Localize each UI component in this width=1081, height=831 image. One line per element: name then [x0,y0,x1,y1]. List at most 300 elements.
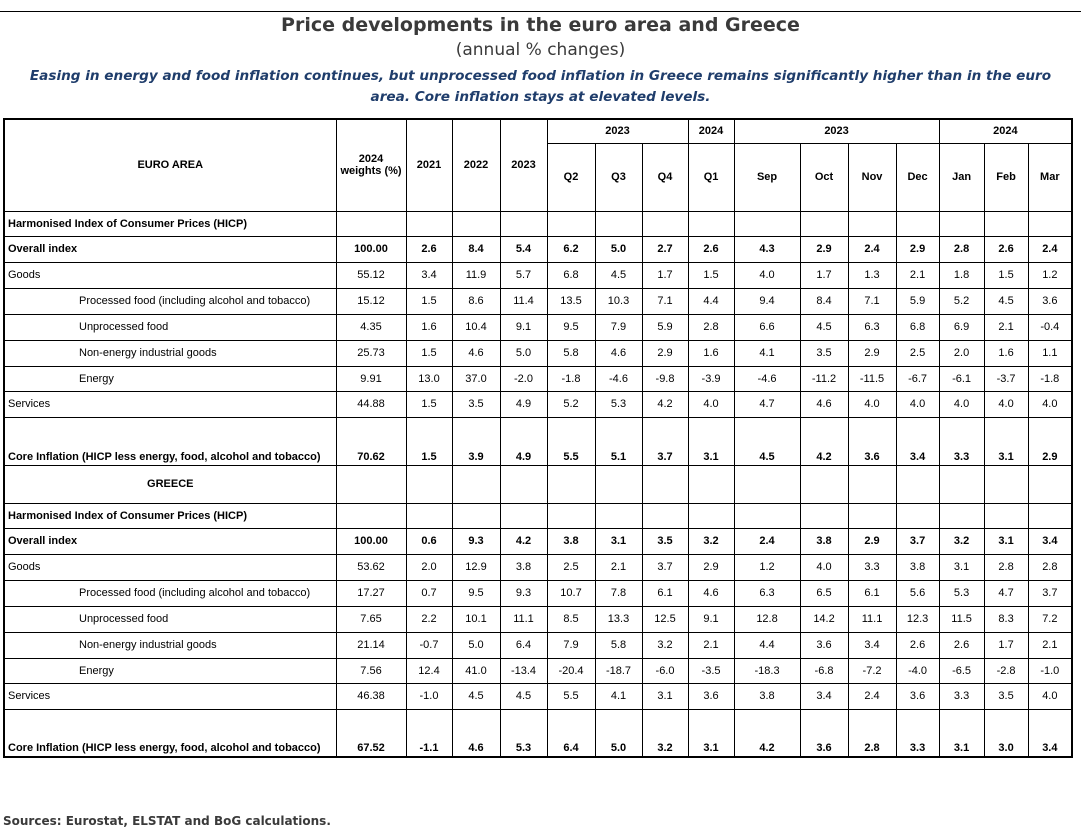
empty-cell [984,503,1028,528]
empty-cell [984,211,1028,236]
row-label: Non-energy industrial goods [4,340,336,366]
table-row [4,580,1072,606]
value-cell: -1.0 [1028,658,1072,683]
value-cell: -7.2 [848,658,896,683]
value-cell: 4.35 [336,314,406,340]
value-cell: -20.4 [547,658,595,683]
row-label: Processed food (including alcohol and tobacco) [4,580,336,606]
value-cell: 4.0 [984,391,1028,417]
value-cell: -4.0 [896,658,939,683]
hicp-heading: Harmonised Index of Consumer Prices (HICP) [4,503,336,528]
value-cell: 4.6 [800,391,848,417]
value-cell: -1.1 [406,709,452,757]
value-cell: 6.1 [642,580,688,606]
value-cell: 4.3 [734,236,800,262]
value-cell: 2.9 [1028,417,1072,465]
value-cell: 1.5 [406,391,452,417]
table-row [4,366,1072,391]
value-cell: 1.7 [984,632,1028,658]
value-cell: 2.0 [406,554,452,580]
row-label: Energy [4,658,336,683]
value-cell: -18.7 [595,658,642,683]
row-label: Processed food (including alcohol and tobacco) [4,288,336,314]
value-cell: 4.0 [800,554,848,580]
value-cell: 3.0 [984,709,1028,757]
value-cell: 2.6 [939,632,984,658]
value-cell: 8.5 [547,606,595,632]
value-cell: 3.7 [642,554,688,580]
value-cell: 3.8 [547,528,595,554]
value-cell: -3.7 [984,366,1028,391]
table-row [4,632,1072,658]
value-cell: 25.73 [336,340,406,366]
value-cell: 70.62 [336,417,406,465]
value-cell: 67.52 [336,709,406,757]
value-cell: 5.0 [595,709,642,757]
row-label: Unprocessed food [4,314,336,340]
value-cell: 3.6 [688,683,734,709]
value-cell: 1.2 [734,554,800,580]
value-cell: 6.3 [848,314,896,340]
row-label: Non-energy industrial goods [4,632,336,658]
month-header: Oct [800,143,848,211]
value-cell: 2.6 [406,236,452,262]
value-cell: 6.4 [500,632,547,658]
value-cell: 5.3 [500,709,547,757]
value-cell: 5.5 [547,417,595,465]
value-cell: 2.8 [688,314,734,340]
value-cell: 3.1 [939,554,984,580]
value-cell: 13.0 [406,366,452,391]
value-cell: 4.1 [734,340,800,366]
value-cell: 2.6 [984,236,1028,262]
empty-cell [688,503,734,528]
value-cell: 5.9 [896,288,939,314]
value-cell: 1.7 [800,262,848,288]
value-cell: 3.1 [984,417,1028,465]
table-row [4,236,1072,262]
table-row [4,503,1072,528]
value-cell: -11.2 [800,366,848,391]
value-cell: 3.7 [642,417,688,465]
value-cell: 4.6 [452,709,500,757]
value-cell: 3.2 [939,528,984,554]
value-cell: 3.8 [896,554,939,580]
value-cell: 5.0 [500,340,547,366]
value-cell: 5.6 [896,580,939,606]
value-cell: -9.8 [642,366,688,391]
value-cell: 6.4 [547,709,595,757]
empty-cell [595,503,642,528]
value-cell: 3.7 [896,528,939,554]
empty-cell [595,465,642,503]
empty-cell [1028,211,1072,236]
value-cell: 12.3 [896,606,939,632]
empty-cell [336,503,406,528]
empty-cell [1028,465,1072,503]
empty-cell [800,211,848,236]
empty-cell [406,503,452,528]
value-cell: 5.4 [500,236,547,262]
empty-cell [336,211,406,236]
value-cell: 7.2 [1028,606,1072,632]
value-cell: 2.2 [406,606,452,632]
value-cell: 12.9 [452,554,500,580]
table-row [4,683,1072,709]
value-cell: 3.4 [896,417,939,465]
value-cell: 3.1 [595,528,642,554]
value-cell: -2.8 [984,658,1028,683]
month-header: Dec [896,143,939,211]
value-cell: 5.0 [452,632,500,658]
value-cell: 2.6 [688,236,734,262]
sources-note: Sources: Eurostat, ELSTAT and BoG calculations. [3,814,331,828]
value-cell: 8.4 [452,236,500,262]
value-cell: 10.1 [452,606,500,632]
value-cell: -6.8 [800,658,848,683]
table-row [4,288,1072,314]
year-header: 2023 [500,119,547,211]
value-cell: 3.4 [800,683,848,709]
empty-cell [452,465,500,503]
empty-cell [848,465,896,503]
quarter-group-header: 2023 [547,119,688,143]
value-cell: 12.8 [734,606,800,632]
table-row [4,211,1072,236]
value-cell: 5.2 [939,288,984,314]
value-cell: 5.3 [595,391,642,417]
value-cell: 1.6 [688,340,734,366]
value-cell: 10.7 [547,580,595,606]
value-cell: 2.9 [800,236,848,262]
value-cell: 4.5 [500,683,547,709]
value-cell: 3.6 [848,417,896,465]
empty-cell [848,503,896,528]
value-cell: 100.00 [336,236,406,262]
value-cell: 9.3 [452,528,500,554]
value-cell: 8.4 [800,288,848,314]
value-cell: 2.4 [848,236,896,262]
value-cell: -6.0 [642,658,688,683]
year-header: 2022 [452,119,500,211]
value-cell: -4.6 [595,366,642,391]
value-cell: 3.2 [642,632,688,658]
value-cell: 13.3 [595,606,642,632]
value-cell: 9.91 [336,366,406,391]
value-cell: -3.9 [688,366,734,391]
value-cell: 3.9 [452,417,500,465]
value-cell: 9.3 [500,580,547,606]
value-cell: 4.2 [500,528,547,554]
month-header: Sep [734,143,800,211]
value-cell: 2.4 [1028,236,1072,262]
value-cell: 4.9 [500,391,547,417]
value-cell: 6.1 [848,580,896,606]
value-cell: 55.12 [336,262,406,288]
value-cell: 41.0 [452,658,500,683]
value-cell: 9.1 [500,314,547,340]
value-cell: 5.8 [547,340,595,366]
row-label: Energy [4,366,336,391]
empty-cell [896,503,939,528]
empty-cell [500,503,547,528]
value-cell: 8.6 [452,288,500,314]
empty-cell [896,465,939,503]
value-cell: 3.4 [1028,528,1072,554]
value-cell: 2.4 [734,528,800,554]
value-cell: 4.0 [688,391,734,417]
value-cell: 3.3 [939,683,984,709]
value-cell: 7.9 [595,314,642,340]
value-cell: 1.8 [939,262,984,288]
year-header: 2021 [406,119,452,211]
table-row [4,417,1072,465]
empty-cell [939,465,984,503]
quarter-group-header: 2024 [688,119,734,143]
value-cell: 7.8 [595,580,642,606]
empty-cell [1028,503,1072,528]
month-group-header: 2024 [939,119,1072,143]
value-cell: 3.5 [642,528,688,554]
value-cell: 5.8 [595,632,642,658]
value-cell: 3.3 [939,417,984,465]
value-cell: 3.1 [688,417,734,465]
value-cell: 5.9 [642,314,688,340]
value-cell: 6.2 [547,236,595,262]
value-cell: 2.6 [896,632,939,658]
value-cell: 3.5 [452,391,500,417]
value-cell: 3.1 [688,709,734,757]
value-cell: 4.7 [984,580,1028,606]
value-cell: 7.9 [547,632,595,658]
value-cell: 2.1 [896,262,939,288]
row-label: Overall index [4,528,336,554]
value-cell: 3.1 [984,528,1028,554]
value-cell: 14.2 [800,606,848,632]
value-cell: 4.5 [800,314,848,340]
value-cell: 7.1 [642,288,688,314]
table-row [4,554,1072,580]
table-row [4,391,1072,417]
quarter-header: Q4 [642,143,688,211]
table-row [4,262,1072,288]
value-cell: 4.0 [734,262,800,288]
value-cell: 1.3 [848,262,896,288]
value-cell: 15.12 [336,288,406,314]
page-subtitle: (annual % changes) [455,40,626,60]
value-cell: -0.4 [1028,314,1072,340]
value-cell: 3.5 [984,683,1028,709]
price-table [3,118,1073,758]
value-cell: 5.0 [595,236,642,262]
value-cell: 3.6 [800,632,848,658]
core-inflation-label: Core Inflation (HICP less energy, food, alcohol and tobacco) [4,709,336,757]
month-header: Jan [939,143,984,211]
quarter-header: Q1 [688,143,734,211]
month-group-header: 2023 [734,119,939,143]
table-row [4,340,1072,366]
empty-cell [336,465,406,503]
value-cell: -18.3 [734,658,800,683]
quarter-header: Q3 [595,143,642,211]
value-cell: 3.6 [800,709,848,757]
value-cell: 11.1 [500,606,547,632]
value-cell: 2.4 [848,683,896,709]
value-cell: -0.7 [406,632,452,658]
value-cell: 6.8 [896,314,939,340]
value-cell: 0.6 [406,528,452,554]
value-cell: 11.5 [939,606,984,632]
value-cell: 21.14 [336,632,406,658]
value-cell: 3.4 [848,632,896,658]
value-cell: 4.0 [1028,683,1072,709]
value-cell: 4.6 [595,340,642,366]
value-cell: 3.3 [848,554,896,580]
empty-cell [734,503,800,528]
value-cell: 1.2 [1028,262,1072,288]
value-cell: 5.2 [547,391,595,417]
value-cell: 2.9 [848,340,896,366]
empty-cell [800,465,848,503]
value-cell: 10.4 [452,314,500,340]
value-cell: 1.5 [688,262,734,288]
value-cell: 3.4 [406,262,452,288]
value-cell: 2.1 [595,554,642,580]
row-label: Unprocessed food [4,606,336,632]
value-cell: 12.4 [406,658,452,683]
value-cell: 4.2 [642,391,688,417]
value-cell: 44.88 [336,391,406,417]
row-label: Goods [4,554,336,580]
value-cell: 4.1 [595,683,642,709]
value-cell: -1.0 [406,683,452,709]
value-cell: 1.5 [406,288,452,314]
value-cell: 5.5 [547,683,595,709]
value-cell: 9.5 [452,580,500,606]
value-cell: 2.0 [939,340,984,366]
empty-cell [800,503,848,528]
row-label: Services [4,391,336,417]
value-cell: -2.0 [500,366,547,391]
row-label: Overall index [4,236,336,262]
empty-cell [939,211,984,236]
value-cell: 100.00 [336,528,406,554]
value-cell: 3.8 [500,554,547,580]
value-cell: -6.7 [896,366,939,391]
value-cell: 11.9 [452,262,500,288]
value-cell: 2.9 [688,554,734,580]
value-cell: 4.0 [848,391,896,417]
value-cell: 1.6 [406,314,452,340]
empty-cell [547,211,595,236]
value-cell: 5.7 [500,262,547,288]
value-cell: 4.5 [984,288,1028,314]
value-cell: 9.4 [734,288,800,314]
value-cell: 3.6 [1028,288,1072,314]
value-cell: 6.3 [734,580,800,606]
value-cell: 4.4 [734,632,800,658]
value-cell: 4.6 [688,580,734,606]
empty-cell [500,211,547,236]
empty-cell [595,211,642,236]
region-header: EURO AREA [4,119,336,211]
value-cell: 3.5 [800,340,848,366]
value-cell: 2.7 [642,236,688,262]
empty-cell [452,211,500,236]
empty-cell [734,465,800,503]
value-cell: 11.4 [500,288,547,314]
row-label: Services [4,683,336,709]
value-cell: 37.0 [452,366,500,391]
table-row [4,606,1072,632]
month-header: Nov [848,143,896,211]
empty-cell [896,211,939,236]
quarter-header: Q2 [547,143,595,211]
value-cell: -6.1 [939,366,984,391]
value-cell: 3.1 [642,683,688,709]
hicp-heading: Harmonised Index of Consumer Prices (HICP) [4,211,336,236]
value-cell: 4.0 [1028,391,1072,417]
empty-cell [642,211,688,236]
empty-cell [848,211,896,236]
empty-cell [688,465,734,503]
value-cell: 2.1 [984,314,1028,340]
core-inflation-label: Core Inflation (HICP less energy, food, alcohol and tobacco) [4,417,336,465]
value-cell: 1.6 [984,340,1028,366]
value-cell: 6.5 [800,580,848,606]
value-cell: 2.5 [896,340,939,366]
empty-cell [688,211,734,236]
value-cell: -6.5 [939,658,984,683]
empty-cell [642,465,688,503]
page-title: Price developments in the euro area and Greece [281,14,800,36]
empty-cell [406,211,452,236]
value-cell: 3.6 [896,683,939,709]
value-cell: 4.2 [734,709,800,757]
value-cell: 4.0 [939,391,984,417]
empty-cell [642,503,688,528]
value-cell: 2.1 [688,632,734,658]
value-cell: 11.1 [848,606,896,632]
value-cell: 17.27 [336,580,406,606]
value-cell: 2.1 [1028,632,1072,658]
value-cell: -3.5 [688,658,734,683]
value-cell: 2.9 [896,236,939,262]
empty-cell [500,465,547,503]
month-header: Mar [1028,143,1072,211]
value-cell: 4.5 [595,262,642,288]
value-cell: 7.56 [336,658,406,683]
value-cell: 2.5 [547,554,595,580]
value-cell: 5.1 [595,417,642,465]
empty-cell [734,211,800,236]
value-cell: 53.62 [336,554,406,580]
value-cell: 6.6 [734,314,800,340]
value-cell: 4.5 [734,417,800,465]
table-row [4,709,1072,757]
value-cell: 0.7 [406,580,452,606]
value-cell: 1.7 [642,262,688,288]
empty-cell [452,503,500,528]
value-cell: 8.3 [984,606,1028,632]
table-row [4,658,1072,683]
value-cell: 2.8 [1028,554,1072,580]
weights-header: 2024 weights (%) [336,119,406,211]
value-cell: 2.8 [848,709,896,757]
value-cell: 2.9 [848,528,896,554]
value-cell: 12.5 [642,606,688,632]
value-cell: 7.1 [848,288,896,314]
